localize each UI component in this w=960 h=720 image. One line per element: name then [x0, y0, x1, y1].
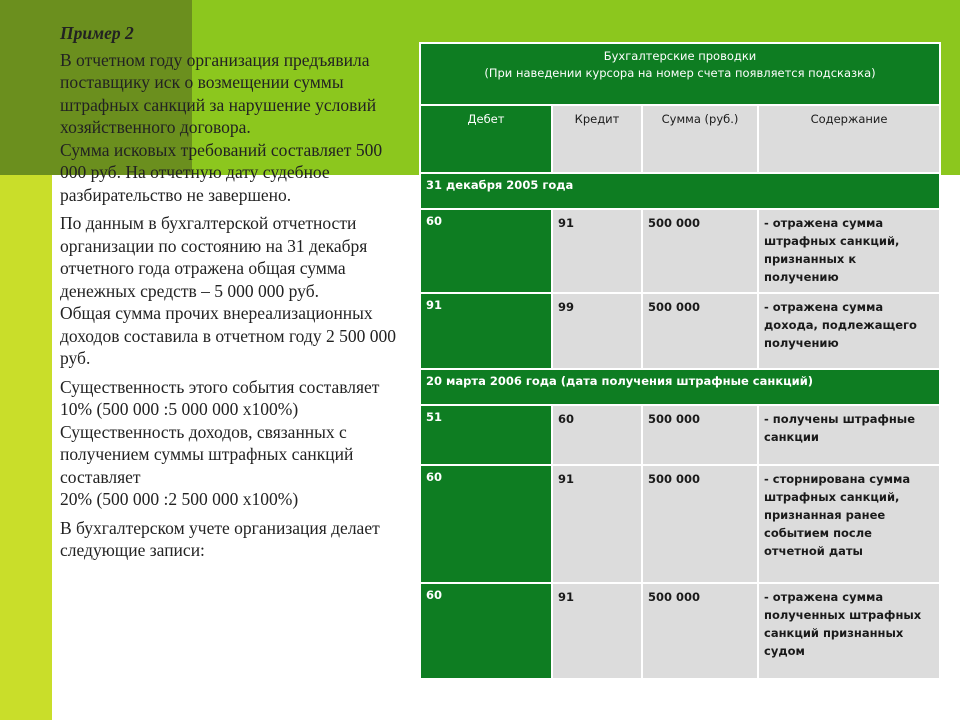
table-row: [420, 465, 940, 583]
amount: 500 000: [642, 405, 758, 465]
table-row: [420, 293, 940, 369]
entry-description: - сторнирована сумма штрафных санкций, признанная ранее событием после отчетной даты: [758, 465, 940, 583]
column-header-content: Содержание: [758, 105, 940, 173]
table-row: [420, 583, 940, 679]
debit-account[interactable]: 51: [420, 405, 552, 465]
debit-account[interactable]: 60: [420, 465, 552, 583]
entry-description: - отражена сумма штрафных санкций, признанных к получению: [758, 209, 940, 293]
example-title: Пример 2: [60, 23, 134, 43]
paragraph-5: Существенность этого события составляет 10% (500 000 :5 000 000 х100%): [60, 376, 380, 419]
column-header-credit: Кредит: [552, 105, 642, 173]
paragraph-2: Сумма исковых требований составляет 500 000 руб. На отчетную дату судебное разбирательство не завершено.: [60, 139, 383, 205]
table-title: Бухгалтерские проводки: [603, 49, 757, 63]
paragraph-8: В бухгалтерском учете организация делает следующие записи:: [60, 517, 380, 560]
amount: 500 000: [642, 209, 758, 293]
entry-description: - отражена сумма полученных штрафных санкций признанных судом: [758, 583, 940, 679]
table-row: [420, 405, 940, 465]
amount: 500 000: [642, 583, 758, 679]
credit-account[interactable]: 91: [552, 465, 642, 583]
entry-description: - получены штрафные санкции: [758, 405, 940, 465]
debit-account[interactable]: 60: [420, 209, 552, 293]
debit-account[interactable]: 60: [420, 583, 552, 679]
paragraph-7: 20% (500 000 :2 500 000 х100%): [60, 489, 299, 509]
section-date-2: 20 марта 2006 года (дата получения штрафные санкций): [420, 369, 940, 405]
paragraph-1: В отчетном году организация предъявила поставщику иск о возмещении суммы штрафных санкций за нарушение условий хозяйственного договора.: [60, 49, 377, 137]
amount: 500 000: [642, 293, 758, 369]
credit-account[interactable]: 91: [552, 209, 642, 293]
credit-account[interactable]: 91: [552, 583, 642, 679]
column-header-debit: Дебет: [420, 105, 552, 173]
accounting-entries-table: [419, 42, 941, 680]
credit-account[interactable]: 99: [552, 293, 642, 369]
column-header-sum: Сумма (руб.): [642, 105, 758, 173]
table-header: [420, 43, 940, 105]
paragraph-6: Существенность доходов, связанных с получением суммы штрафных санкций составляет: [60, 421, 354, 487]
table-subtitle: (При наведении курсора на номер счета появляется подсказка): [484, 66, 876, 80]
debit-account[interactable]: 91: [420, 293, 552, 369]
section-date-1: 31 декабря 2005 года: [420, 173, 940, 209]
amount: 500 000: [642, 465, 758, 583]
paragraph-3: По данным в бухгалтерской отчетности организации по состоянию на 31 декабря отчетного года отражена общая сумма денежных средств – 5 000 000 руб.: [60, 213, 368, 301]
paragraph-4: Общая сумма прочих внереализационных доходов составила в отчетном году 2 500 000 руб.: [60, 303, 396, 368]
entry-description: - отражена сумма дохода, подлежащего получению: [758, 293, 940, 369]
example-text: [60, 22, 410, 568]
table-row: [420, 209, 940, 293]
credit-account[interactable]: 60: [552, 405, 642, 465]
